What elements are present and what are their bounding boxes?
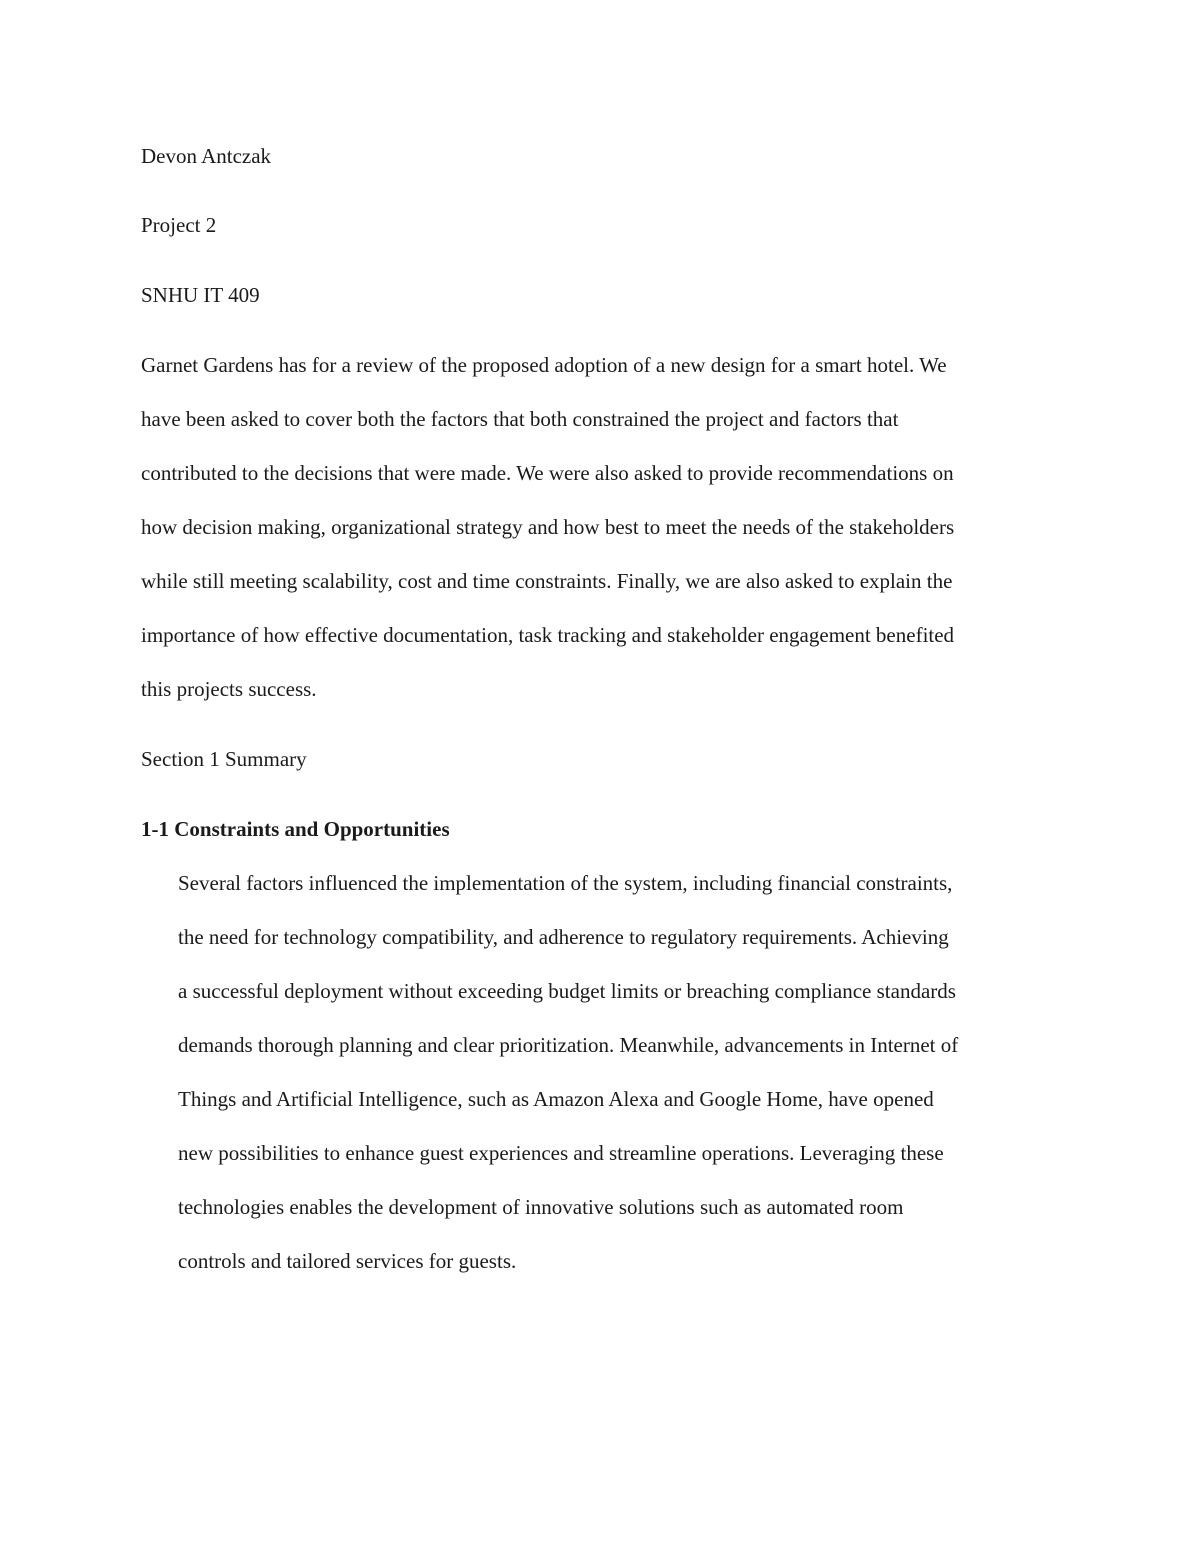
section-line: new possibilities to enhance guest experiences and streamline operations. Leveraging these [178,1141,944,1165]
intro-line: have been asked to cover both the factors that both constrained the project and factors that [141,407,899,431]
intro-line: how decision making, organizational strategy and how best to meet the needs of the stakeholders [141,515,955,539]
section-line: the need for technology compatibility, and adherence to regulatory requirements. Achieving [178,925,949,949]
author-name: Devon Antczak [141,144,272,168]
intro-line: contributed to the decisions that were made. We were also asked to provide recommendations on [141,461,954,485]
intro-line: this projects success. [141,677,317,701]
section-line: demands thorough planning and clear prioritization. Meanwhile, advancements in Internet of [178,1033,959,1057]
subsection-heading: 1-1 Constraints and Opportunities [141,817,450,841]
course-name: SNHU IT 409 [141,283,260,307]
section-line: Things and Artificial Intelligence, such as Amazon Alexa and Google Home, have opened [178,1087,934,1111]
section-line: controls and tailored services for guests. [178,1249,517,1273]
intro-line: while still meeting scalability, cost and time constraints. Finally, we are also asked to explain the [141,569,953,593]
intro-line: Garnet Gardens has for a review of the proposed adoption of a new design for a smart hotel. We [141,353,947,377]
intro-line: importance of how effective documentation, task tracking and stakeholder engagement benefited [141,623,955,647]
section-title: Section 1 Summary [141,747,307,771]
section-line: Several factors influenced the implementation of the system, including financial constraints, [178,871,953,895]
section-line: a successful deployment without exceeding budget limits or breaching compliance standards [178,979,956,1003]
project-title: Project 2 [141,213,217,237]
section-line: technologies enables the development of innovative solutions such as automated room [178,1195,904,1219]
